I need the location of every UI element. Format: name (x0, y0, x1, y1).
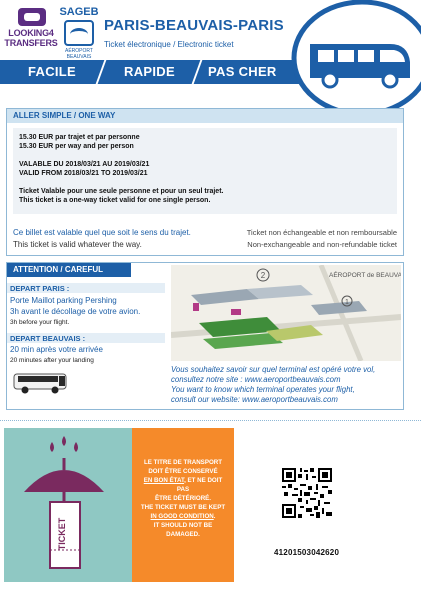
ticket-type-subtitle: Ticket électronique / Electronic ticket (104, 40, 234, 49)
ticket-header (0, 0, 421, 108)
bus-icon (290, 0, 421, 108)
l4t-logo-line2: TRANSFERS (4, 38, 58, 48)
care-line-3-underlined: EN BON ÉTAT (143, 477, 185, 484)
care-line-3-suffix: , ET NE DOIT PAS (176, 477, 223, 493)
depart-beauvais-en: 20 minutes after your landing (10, 357, 94, 364)
route-title: PARIS-BEAUVAIS-PARIS (104, 17, 284, 34)
terminal-2-label: 2 (260, 271, 266, 280)
l4t-logo-line1: LOOKING4 (8, 28, 54, 38)
sageb-plane-icon (64, 20, 94, 46)
qr-code (282, 468, 332, 518)
l4t-badge-icon (18, 8, 46, 26)
coach-bus-icon (13, 373, 69, 395)
looking4transfers-logo (4, 8, 58, 52)
banner-divider (192, 60, 203, 84)
validity-fr: VALABLE DU 2018/03/21 AU 2019/03/21 (19, 161, 150, 168)
care-instructions-panel (132, 428, 234, 582)
price-fr: 15.30 EUR par trajet et par personne (19, 134, 140, 141)
depart-beauvais-head (7, 333, 165, 343)
sageb-name: SAGEB (59, 6, 99, 18)
terminal-1-label: 1 (345, 299, 349, 306)
map-caption (171, 365, 401, 405)
map-airport-title: AÉROPORT de BEAUVAIS (329, 272, 401, 279)
care-line-1: LE TITRE DE TRANSPORT (143, 459, 223, 466)
slogan-banner (0, 60, 300, 84)
attention-head (7, 263, 131, 277)
ticket-type-label: ALLER SIMPLE / ONE WAY (13, 111, 116, 120)
umbrella-ticket-icon (4, 428, 132, 582)
ticket-info-panel (13, 128, 397, 214)
banner-divider (96, 60, 107, 84)
slogan-pas-cher: PAS CHER (208, 64, 277, 79)
slogan-rapide: RAPIDE (124, 64, 175, 79)
depart-paris-en: 3h before your flight. (10, 319, 70, 326)
validity-en: VALID FROM 2018/03/21 TO 2019/03/21 (19, 170, 148, 177)
sageb-subtitle: AÉROPORT BEAUVAIS (65, 48, 93, 60)
price-en: 15.30 EUR per way and per person (19, 143, 134, 150)
care-line-6 (138, 512, 228, 521)
care-line-5: THE TICKET MUST BE KEPT (140, 504, 226, 511)
care-line-6-underlined: IN GOOD CONDITION (150, 513, 214, 520)
refund-note-fr: Ticket non échangeable et non remboursable (246, 228, 397, 237)
depart-paris-head (7, 283, 165, 293)
care-line-6-suffix: . (213, 513, 216, 520)
depart-paris-title: DEPART PARIS : (10, 284, 70, 293)
ticket-icon-label: TICKET (57, 517, 67, 551)
single-use-fr: Ticket Valable pour une seule personne et pour un seul trajet. (19, 188, 224, 195)
attention-box (6, 262, 404, 410)
depart-beauvais-fr: 20 min après votre arrivée (10, 345, 103, 354)
care-line-4: ÊTRE DÉTÉRIORÉ. (154, 495, 212, 502)
map-caption-fr-1: Vous souhaitez savoir sur quel terminal est opéré votre vol, (171, 365, 376, 374)
ticket-head (7, 109, 403, 123)
airport-terminal-map (171, 265, 401, 361)
ticket-illustration-panel (4, 428, 132, 582)
care-line-3 (138, 476, 228, 494)
slogan-facile: FACILE (28, 64, 77, 79)
single-use-en: This ticket is a one-way ticket valid for one single person. (19, 197, 211, 204)
sageb-logo (58, 6, 100, 58)
map-caption-en-1: You want to know which terminal operates your flight, (171, 385, 355, 394)
care-line-2: DOIT ÊTRE CONSERVÉ (148, 468, 218, 475)
map-caption-fr-2: consultez notre site : www.aeroportbeauvais.com (171, 375, 341, 384)
depart-paris-fr: 3h avant le décollage de votre avion. (10, 307, 141, 316)
cut-line (0, 420, 421, 421)
ticket-number: 41201503042620 (274, 548, 340, 557)
direction-note-en: This ticket is valid whatever the way. (13, 240, 142, 249)
map-caption-en-2: consult our website: www.aeroportbeauvais.com (171, 395, 338, 404)
depart-beauvais-title: DEPART BEAUVAIS : (10, 334, 86, 343)
ticket-details-box (6, 108, 404, 256)
depart-paris-place: Porte Maillot parking Pershing (10, 296, 117, 305)
attention-label: ATTENTION / CAREFUL (13, 265, 104, 274)
care-instructions-text (138, 458, 228, 539)
direction-note-fr: Ce billet est valable quel que soit le sens du trajet. (13, 228, 191, 237)
refund-note-en: Non-exchangeable and non-refundable ticket (247, 240, 397, 249)
care-line-7: IT SHOULD NOT BE DAMAGED. (153, 522, 213, 538)
